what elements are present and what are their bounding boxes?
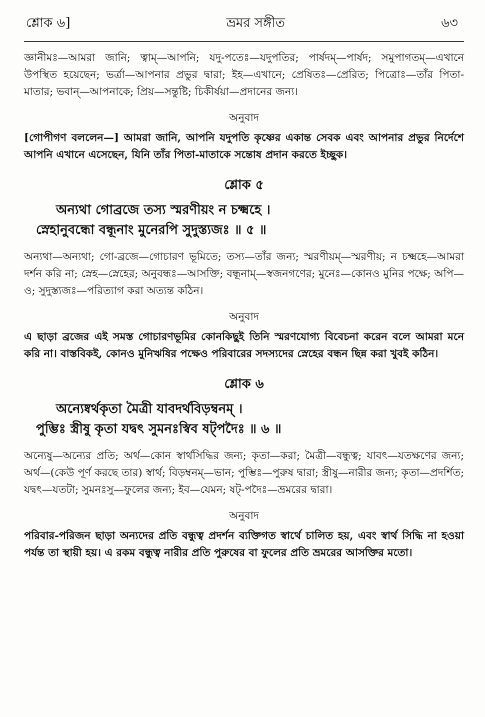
synonyms-verse-4: জ্ঞানীমঃ—আমরা জানি; ত্বাম্—আপনি; যদু-পতেঃ—যদুপতির; পার্ষদম্—পার্ষদ; সমুপাগতম্—এখানে উপস্থিত হয়েছেন; ভর্ত্রা—আপনার প্রভুর দ্বারা; ইহ—এখানে; প্রেষিতঃ—প্রেরিত; পিত্রোঃ—তাঁর পিতা-মাতার; ভবান্—আপনাকে; প্রিয়—সন্তুষ্টি; চিকীর্ষয়া—প্রদানের জন্য। — [24, 52, 464, 98]
synonyms-verse-5: অন্যথা—অন্যথা; গো-ব্রজে—গোচারণ ভূমিতে; তস্য—তাঁর জন্য; স্মরণীয়ম্—স্মরণীয়; ন চক্ষ্মহে—আমরা দর্শন করি না; স্নেহ—স্নেহের; অনুবন্ধঃ—আসক্তি; বন্ধূনাম্—স্বজনগণের; মুনেঃ—কোনও মুনির পক্ষে; অপি—ও; সুদুস্ত্যজঃ—পরিত্যাগ করা অত্যন্ত কঠিন। — [24, 251, 464, 297]
verse-6-line-2: পুম্ভিঃ স্ত্রীষু কৃতা যদ্বৎ সুমনঃস্বিব ষট্পদৈঃ ॥ ৬ ॥ — [36, 422, 282, 437]
synonyms-verse-6: অন্যেষু—অন্যের প্রতি; অর্থ—কোন স্বার্থসিদ্ধির জন্য; কৃতা—করা; মৈত্রী—বন্ধুত্ব; যাবৎ—যতক্ষণের জন্য; অর্থ—(কেউ পূর্ণ করছে তার) স্বার্থ; বিড়ম্বনম্—ভান; পুম্ভিঃ—পুরুষ দ্বারা; স্ত্রীষু—নারীর জন্য; কৃতা—প্রদর্শিত; যদ্বৎ—যতটা; সুমনঃসু—ফুলের জন্য; ইব—যেমন; ষট্-পদৈঃ—ভ্রমরের দ্বারা। — [24, 450, 464, 496]
verse-5-title: শ্লোক ৫ — [224, 178, 264, 193]
header-chapter-title: ভ্রমর সঙ্গীত — [226, 16, 286, 31]
verse-6-line-1: অন্যেষ্বর্থকৃতা মৈত্রী যাবদর্থবিড়ম্বনম্ । — [56, 402, 243, 417]
translation-verse-5: এ ছাড়া ব্রজের এই সমস্ত গোচারণভূমির কোনকিছুই তিনি স্মরণযোগ্য বিবেচনা করেন বলে আমরা মনে করি না। বাস্তবিকই, কোনও মুনিঋষির পক্ষেও পরিবারের সদস্যদের স্নেহের বন্ধন ছিন্ন করা খুবই কঠিন। — [24, 331, 464, 360]
verse-5-line-1: অন্যথা গোব্রজে তস্য স্মরণীয়ং ন চক্ষ্মহে । — [56, 203, 271, 218]
header-page-number: ৬৩ — [441, 16, 458, 31]
header-rule — [24, 41, 464, 42]
page-header — [24, 14, 464, 35]
book-page — [24, 14, 464, 562]
translation-verse-6: পরিবার-পরিজন ছাড়া অন্যদের প্রতি বন্ধুত্ব প্রদর্শন ব্যক্তিগত স্বার্থে চালিত হয়, এবং স্বার্থ সিদ্ধি না হওয়া পর্যন্ত তা স্থায়ী হয়। এ রকম বন্ধুত্ব নারীর প্রতি পুরুষের বা ফুলের প্রতি ভ্রমরের আসক্তির মতো। — [24, 530, 464, 559]
translation-verse-4: [গোপীগণ বললেন—] আমরা জানি, আপনি যদুপতি কৃষ্ণের একান্ত সেবক এবং আপনার প্রভুর নির্দেশে আপনি এখানে এসেছেন, যিনি তাঁর পিতা-মাতাকে সন্তোষ প্রদান করতে ইচ্ছুক। — [24, 132, 464, 161]
translation-label: অনুবাদ — [229, 510, 259, 522]
header-verse-ref: শ্লোক ৬] — [26, 16, 71, 31]
translation-label: অনুবাদ — [229, 311, 259, 323]
verse-6-title: শ্লোক ৬ — [224, 377, 264, 392]
translation-label: অনুবাদ — [229, 112, 259, 124]
verse-5-line-2: স্নেহানুবন্ধো বন্ধূনাং মুনেরপি সুদুস্ত্যজঃ ॥ ৫ ॥ — [36, 223, 267, 238]
